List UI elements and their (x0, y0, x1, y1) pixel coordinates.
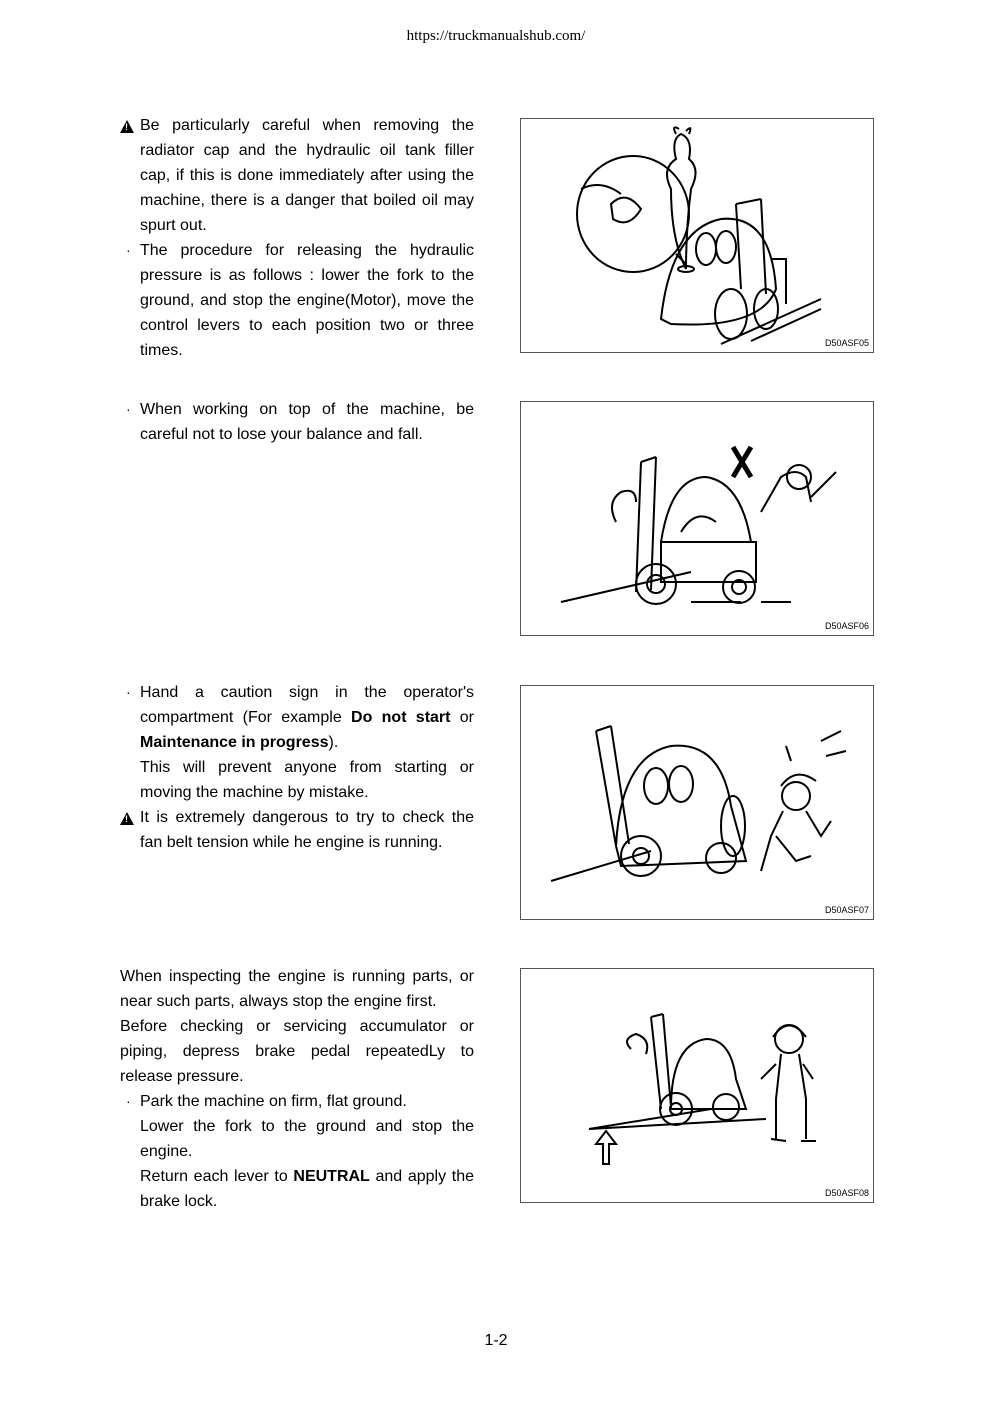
warning-item (120, 805, 474, 855)
bullet-text: Hand a caution sign in the operator's compartment (For example (140, 684, 474, 726)
page-number: 1-2 (484, 1332, 508, 1349)
paragraph: Before checking or servicing accumulator or piping, depress brake pedal repeatedLy to release pressure. (120, 1018, 474, 1085)
bullet-item (120, 397, 474, 447)
forklift-boiling-illustration (521, 119, 873, 352)
figure-balance-fall (520, 401, 874, 636)
bullet-text: or (450, 709, 474, 726)
bold-text: NEUTRAL (293, 1168, 370, 1185)
bullet-text: When working on top of the machine, be careful not to lose your balance and fall. (140, 401, 474, 443)
section-working-on-top (120, 397, 474, 447)
bold-text: Maintenance in progress (140, 734, 329, 751)
warning-icon (120, 805, 140, 830)
figure-code: D50ASF08 (824, 1188, 869, 1198)
bullet-item (120, 680, 474, 805)
bullet-marker: · (126, 401, 131, 417)
warning-text: It is extremely dangerous to try to check the fan belt tension while he engine is running. (140, 809, 474, 851)
figure-code: D50ASF07 (824, 905, 869, 915)
falling-worker-illustration (521, 402, 873, 635)
bullet-marker: · (126, 242, 131, 258)
parked-forklift-illustration (521, 969, 873, 1202)
section-radiator-cap (120, 113, 474, 363)
bullet-item (120, 1089, 474, 1214)
figure-park-machine (520, 968, 874, 1203)
bullet-text: Return each lever to (140, 1168, 294, 1185)
figure-code: D50ASF05 (824, 338, 869, 348)
fan-belt-accident-illustration (521, 686, 873, 919)
bullet-marker: · (126, 684, 131, 700)
bullet-text: and apply the brake lock. (140, 1168, 474, 1210)
bullet-text: The procedure for releasing the hydraulic pressure is as follows : lower the fork to the ground, and stop the engine(Motor), move the control levers to each position two or three times. (140, 242, 474, 359)
source-url[interactable]: https://truckmanualshub.com/ (406, 28, 586, 44)
figure-code: D50ASF06 (824, 621, 869, 631)
bullet-text: This will prevent anyone from starting or moving the machine by mistake. (140, 759, 474, 801)
figure-radiator-cap (520, 118, 874, 353)
bullet-item (120, 238, 474, 363)
warning-item (120, 113, 474, 238)
bullet-text: Lower the fork to the ground and stop the engine. (140, 1118, 474, 1160)
bullet-marker: · (126, 1093, 131, 1109)
warning-text: Be particularly careful when removing the radiator cap and the hydraulic oil tank filler cap, if this is done immediately after using the machine, there is a danger that boiled oil may spurt out. (140, 117, 474, 234)
section-caution-sign (120, 680, 474, 855)
bullet-text: ). (328, 734, 339, 751)
figure-fan-belt (520, 685, 874, 920)
bullet-text: Park the machine on firm, flat ground. (140, 1093, 407, 1110)
warning-icon (120, 113, 140, 138)
paragraph: When inspecting the engine is running parts, or near such parts, always stop the engine first. (120, 968, 474, 1010)
bold-text: Do not start (351, 709, 451, 726)
section-engine-inspection (120, 964, 474, 1214)
